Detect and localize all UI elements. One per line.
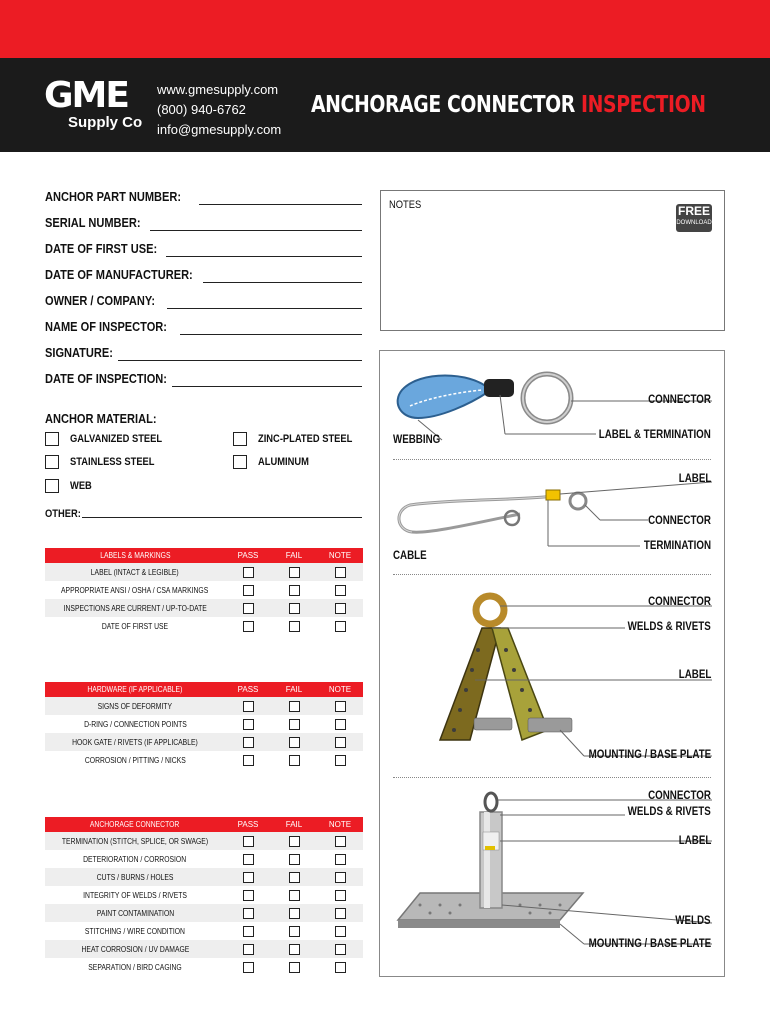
field-anchor-part-number: ANCHOR PART NUMBER: (45, 189, 182, 204)
row-label-text: INSPECTIONS ARE CURRENT / UP-TO-DATE (63, 603, 207, 613)
phone-text: (800) 940-6762 (157, 102, 246, 117)
row-label-text: INTEGRITY OF WELDS / RIVETS (83, 890, 187, 900)
label-aluminum: ALUMINUM (258, 456, 309, 468)
label-cable: CABLE (393, 550, 427, 562)
label-strap-welds-rivets: WELDS & RIVETS (627, 621, 711, 633)
field-serial-number: SERIAL NUMBER: (45, 215, 141, 230)
logo-main-text: GME (44, 75, 128, 116)
col-note: NOTE (317, 682, 363, 697)
title-accent: INSPECTION (581, 92, 706, 118)
field-date-first-use: DATE OF FIRST USE: (45, 241, 158, 256)
field-signature: SIGNATURE: (45, 345, 113, 360)
col-note: NOTE (317, 548, 363, 563)
label-post-base-plate: MOUNTING / BASE PLATE (588, 938, 711, 950)
title-main: ANCHORAGE CONNECTOR (311, 92, 582, 118)
cable-label-tag (546, 490, 560, 500)
label-web: WEB (70, 480, 92, 492)
label-webbing-connector: CONNECTOR (648, 394, 711, 406)
row-label-text: SEPARATION / BIRD CAGING (88, 962, 182, 972)
field-date-inspection: DATE OF INSPECTION: (45, 371, 167, 386)
label-post-welds-rivets: WELDS & RIVETS (627, 806, 711, 818)
label-webbing: WEBBING (393, 434, 441, 446)
webbing-label-sleeve (484, 379, 514, 397)
field-date-manufacturer: DATE OF MANUFACTURER: (45, 267, 193, 282)
label-post-label: LABEL (678, 835, 711, 847)
strap-d-ring (476, 596, 504, 624)
row-label-text: CUTS / BURNS / HOLES (96, 872, 174, 882)
notes-label: NOTES (389, 199, 422, 211)
post-connector-ring (485, 793, 497, 811)
row-label-text: APPROPRIATE ANSI / OSHA / CSA MARKINGS (61, 585, 209, 595)
row-label-text: PAINT CONTAMINATION (96, 908, 174, 918)
email-text: info@gmesupply.com (157, 122, 282, 137)
label-strap-base-plate: MOUNTING / BASE PLATE (588, 749, 711, 761)
label-post-welds: WELDS (675, 915, 711, 927)
field-owner-company: OWNER / COMPANY: (45, 293, 156, 308)
row-label-text: HOOK GATE / RIVETS (IF APPLICABLE) (72, 737, 198, 747)
col-fail: FAIL (271, 682, 317, 697)
table-title-text: ANCHORAGE CONNECTOR (90, 820, 180, 829)
free-badge-bottom: DOWNLOAD (676, 220, 712, 226)
row-label-text: DATE OF FIRST USE (101, 621, 169, 631)
row-label-text: STITCHING / WIRE CONDITION (84, 926, 186, 936)
field-inspector-name: NAME OF INSPECTOR: (45, 319, 167, 334)
table-title-text: LABELS & MARKINGS (99, 551, 171, 560)
website-text: www.gmesupply.com (157, 82, 279, 97)
anchor-material-title: ANCHOR MATERIAL: (45, 411, 157, 426)
row-label-text: TERMINATION (STITCH, SPLICE, OR SWAGE) (61, 836, 209, 846)
free-badge-top: FREE (677, 204, 710, 218)
label-stainless-steel: STAINLESS STEEL (70, 456, 155, 468)
label-cable-label: LABEL (678, 473, 711, 485)
post-anchor-illustration (398, 793, 583, 928)
col-fail: FAIL (271, 548, 317, 563)
webbing-sling-illustration (398, 374, 571, 422)
row-label-text: D-RING / CONNECTION POINTS (83, 719, 187, 729)
row-label-text: HEAT CORROSION / UV DAMAGE (81, 944, 189, 954)
label-galvanized-steel: GALVANIZED STEEL (70, 433, 163, 445)
row-label-text: CORROSION / PITTING / NICKS (84, 755, 186, 765)
label-cable-termination: TERMINATION (643, 540, 711, 552)
col-pass: PASS (225, 682, 271, 697)
label-zinc-plated-steel: ZINC-PLATED STEEL (258, 433, 353, 445)
row-label-text: DETERIORATION / CORROSION (83, 854, 187, 864)
other-label: OTHER: (45, 508, 81, 520)
col-pass: PASS (225, 817, 271, 832)
row-label-text: SIGNS OF DEFORMITY (97, 701, 173, 711)
logo-sub-text: Supply Co (68, 114, 143, 131)
label-webbing-label-termination: LABEL & TERMINATION (598, 429, 711, 441)
label-strap-label: LABEL (678, 669, 711, 681)
col-pass: PASS (225, 548, 271, 563)
label-strap-connector: CONNECTOR (648, 596, 711, 608)
row-label-text: LABEL (INTACT & LEGIBLE) (91, 567, 179, 577)
strap-anchor-illustration (440, 596, 572, 740)
col-note: NOTE (317, 817, 363, 832)
table-title-text: HARDWARE (IF APPLICABLE) (87, 685, 183, 694)
label-post-connector: CONNECTOR (648, 790, 711, 802)
label-cable-connector: CONNECTOR (648, 515, 711, 527)
col-fail: FAIL (271, 817, 317, 832)
cable-sling-illustration (399, 490, 586, 532)
